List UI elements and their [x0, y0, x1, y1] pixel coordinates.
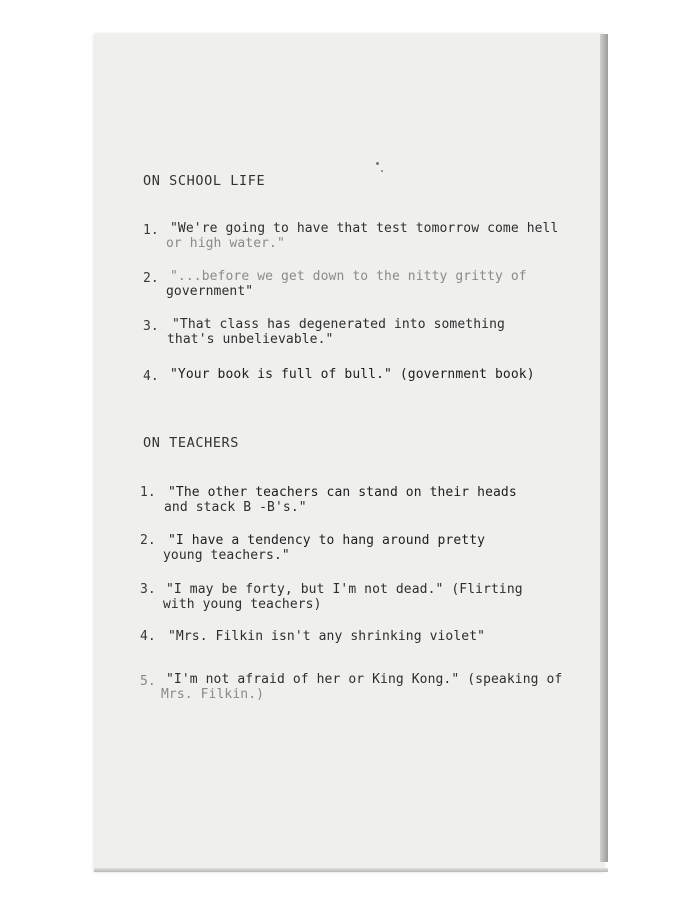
item-number: 4. — [143, 369, 159, 384]
section-heading-school-life: ON SCHOOL LIFE — [143, 173, 266, 189]
quote-line: that's unbelievable." — [167, 332, 334, 347]
quote-line: "That class has degenerated into something — [172, 317, 505, 332]
quote-line: "I may be forty, but I'm not dead." (Flirting — [166, 582, 523, 597]
item-number: 1. — [143, 223, 159, 238]
scan-speck — [376, 162, 379, 165]
item-number: 2. — [143, 271, 159, 286]
item-number: 2. — [140, 533, 156, 548]
quote-line: Mrs. Filkin.) — [161, 687, 265, 702]
section-heading-teachers: ON TEACHERS — [143, 435, 240, 451]
quote-line: and stack B -B's." — [164, 500, 307, 515]
quote-line: "Mrs. Filkin isn't any shrinking violet" — [168, 629, 486, 644]
item-number: 3. — [140, 582, 156, 597]
quote-line: with young teachers) — [163, 597, 322, 612]
scan-speck — [381, 170, 383, 172]
item-number: 3. — [143, 319, 159, 334]
item-number: 1. — [140, 485, 156, 500]
page-sheet — [94, 34, 604, 872]
quote-line: "The other teachers can stand on their heads — [168, 485, 517, 500]
page-edge-bottom — [94, 868, 608, 872]
quote-line: "I'm not afraid of her or King Kong." (speaking of — [166, 672, 563, 687]
item-number: 5. — [140, 674, 156, 689]
quote-line: "...before we get down to the nitty gritty of — [170, 269, 527, 284]
quote-line: government" — [166, 284, 254, 299]
quote-line: "We're going to have that test tomorrow come hell — [170, 221, 559, 236]
quote-line: "I have a tendency to hang around pretty — [168, 533, 486, 548]
quote-line: "Your book is full of bull." (government book) — [170, 367, 535, 382]
page-edge-shadow — [600, 34, 608, 862]
item-number: 4. — [140, 629, 156, 644]
quote-line: or high water." — [166, 236, 285, 251]
quote-line: young teachers." — [163, 548, 290, 563]
